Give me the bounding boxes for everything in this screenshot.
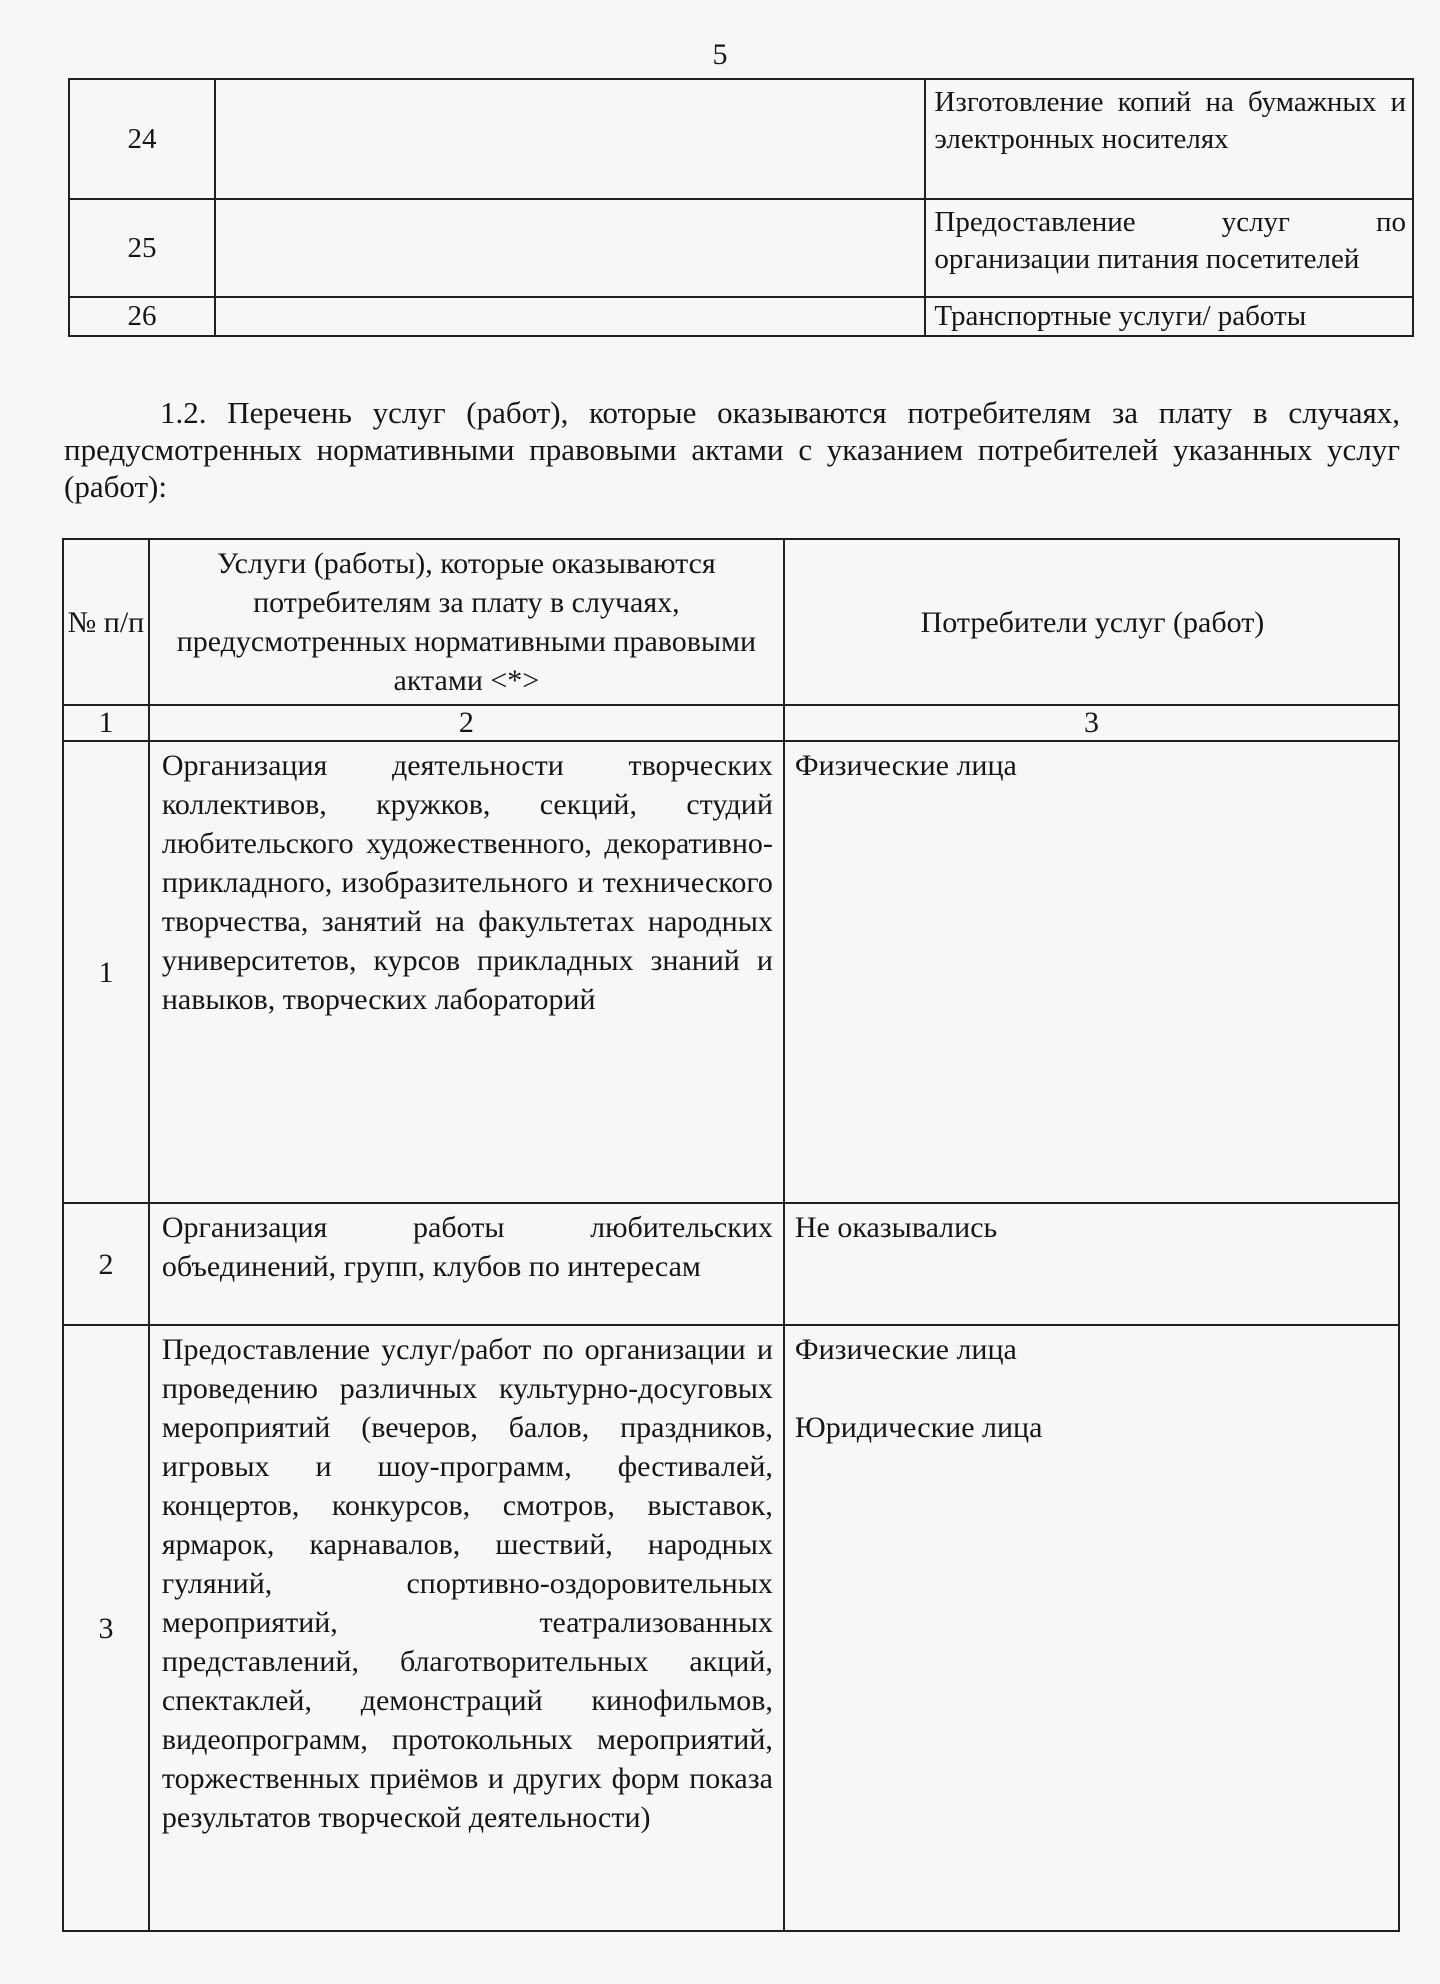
- table-row: [63, 1203, 1399, 1325]
- page-number: 5: [712, 38, 728, 71]
- header-number: № п/п: [63, 539, 149, 705]
- section-paragraph: 1.2. Перечень услуг (работ), которые оказываются потребителям за плату в случаях, предусмотренных нормативными правовыми актами с указанием потребителей указанных услуг (работ):: [64, 395, 1400, 504]
- row-number: 26: [69, 297, 215, 336]
- table-row: [63, 1325, 1399, 1931]
- service-name: Транспортные услуги/ работы: [925, 297, 1413, 336]
- consumers-cell: [784, 1203, 1399, 1325]
- table-header-row: [63, 539, 1399, 705]
- row-number: 2: [63, 1203, 149, 1325]
- consumer-type: Не оказывались: [794, 1211, 998, 1244]
- column-index-row: [63, 705, 1399, 741]
- header-services: Услуги (работы), которые оказываются потребителям за плату в случаях, предусмотренных нормативными правовыми актами <*>: [149, 539, 784, 705]
- service-name: Изготовление копий на бумажных и электронных носителях: [925, 79, 1413, 199]
- empty-cell: [215, 297, 925, 336]
- consumers-cell: [784, 1325, 1399, 1931]
- empty-cell: [215, 79, 925, 199]
- table-row: [69, 79, 1413, 199]
- column-index: 2: [149, 705, 784, 741]
- row-number: 1: [63, 741, 149, 1203]
- row-number: 25: [69, 199, 215, 297]
- service-name: Предоставление услуг по организации питания посетителей: [925, 199, 1413, 297]
- table-row: [69, 199, 1413, 297]
- row-number: 24: [69, 79, 215, 199]
- row-number: 3: [63, 1325, 149, 1931]
- table-row: [63, 741, 1399, 1203]
- service-description: Организация деятельности творческих коллективов, кружков, секций, студий любительского художественного, декоративно-прикладного, изобразительного и технического творчества, занятий на факультетах народных университетов, курсов прикладных знаний и навыков, творческих лабораторий: [149, 741, 784, 1203]
- consumers-cell: [784, 741, 1399, 1203]
- continued-services-table: [68, 78, 1414, 337]
- column-index: 3: [784, 705, 1399, 741]
- empty-cell: [215, 199, 925, 297]
- paid-services-table: [62, 538, 1400, 1932]
- table-row: [69, 297, 1413, 336]
- consumer-type: Юридические лица: [794, 1411, 1043, 1444]
- consumer-type: Физические лица: [794, 749, 1017, 782]
- column-index: 1: [63, 705, 149, 741]
- consumer-type: Физические лица: [794, 1333, 1017, 1366]
- header-consumers: Потребители услуг (работ): [784, 539, 1399, 705]
- service-description: Предоставление услуг/работ по организации и проведению различных культурно-досуговых мероприятий (вечеров, балов, праздников, игровых и шоу-программ, фестивалей, концертов, конкурсов, смотров, выставок, ярмарок, карнавалов, шествий, народных гуляний, спортивно-оздоровительных мероприятий, театрализованных представлений, благотворительных акций, спектаклей, демонстраций кинофильмов, видеопрограмм, протокольных мероприятий, торжественных приёмов и других форм показа результатов творческой деятельности): [149, 1325, 784, 1931]
- service-description: Организация работы любительских объединений, групп, клубов по интересам: [149, 1203, 784, 1325]
